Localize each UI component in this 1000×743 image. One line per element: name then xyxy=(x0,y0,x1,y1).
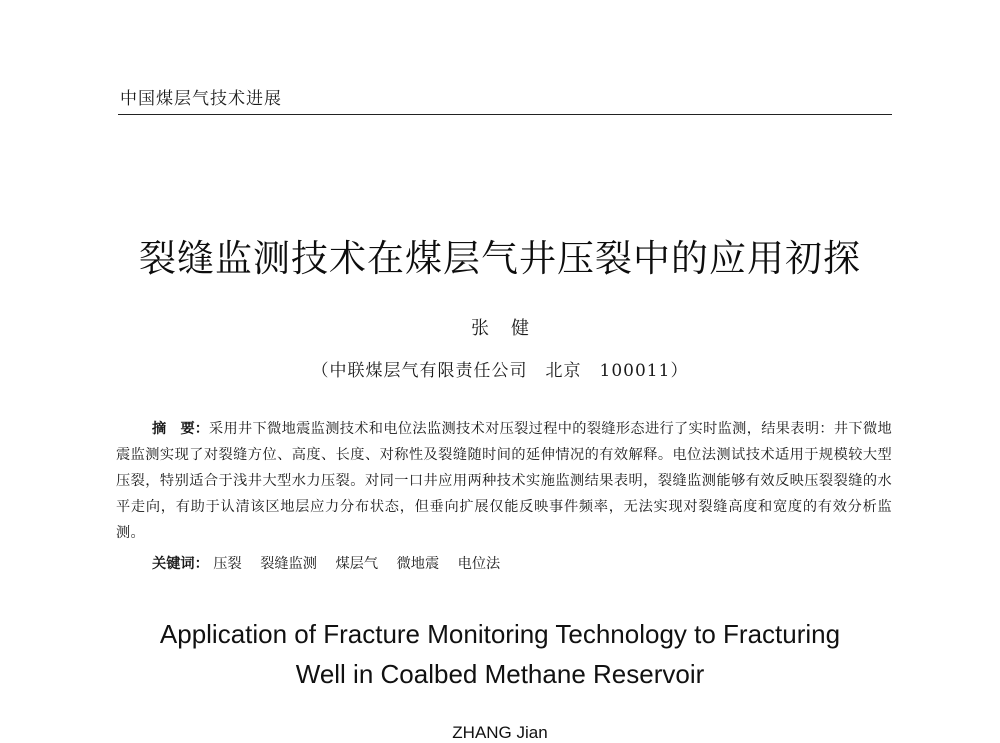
title-english-line-2: Well in Coalbed Methane Reservoir xyxy=(295,659,705,689)
author-name-english: ZHANG Jian xyxy=(452,723,548,742)
author-name-chinese: 张健 xyxy=(471,318,551,339)
keyword-item: 电位法 xyxy=(457,556,501,572)
keyword-item: 压裂 xyxy=(213,556,242,572)
article-title-chinese: 裂缝监测技术在煤层气井压裂中的应用初探 xyxy=(139,237,861,280)
header-divider xyxy=(118,114,892,115)
abstract-paragraph xyxy=(116,416,892,546)
keyword-item: 裂缝监测 xyxy=(260,556,317,572)
keyword-item: 微地震 xyxy=(396,556,440,572)
abstract-text: 采用井下微地震监测技术和电位法监测技术对压裂过程中的裂缝形态进行了实时监测，结果表明：井下微地震监测实现了对裂缝方位、高度、长度、对称性及裂缝随时间的延伸情况的有效解释。电位法测试技术适用于规模较大型压裂，特别适合于浅井大型水力压裂。对同一口井应用两种技术实施监测结果表明，裂缝监测能够有效反映压裂裂缝的水平走向，有助于认清该区地层应力分布状态，但垂向扩展仅能反映事件频率，无法实现对裂缝高度和宽度的有效分析监测。 xyxy=(116,421,892,541)
title-english-line-1: Application of Fracture Monitoring Technology to Fracturing xyxy=(159,619,841,649)
keywords-label: 关键词： xyxy=(152,556,209,572)
journal-running-header: 中国煤层气技术进展 xyxy=(120,89,282,109)
keywords-line xyxy=(152,553,514,573)
author-affiliation: （中联煤层气有限责任公司 北京 100011） xyxy=(311,361,689,381)
abstract-label: 摘 要： xyxy=(152,421,209,437)
keyword-item: 煤层气 xyxy=(335,556,379,572)
article-title-english xyxy=(0,614,1000,694)
